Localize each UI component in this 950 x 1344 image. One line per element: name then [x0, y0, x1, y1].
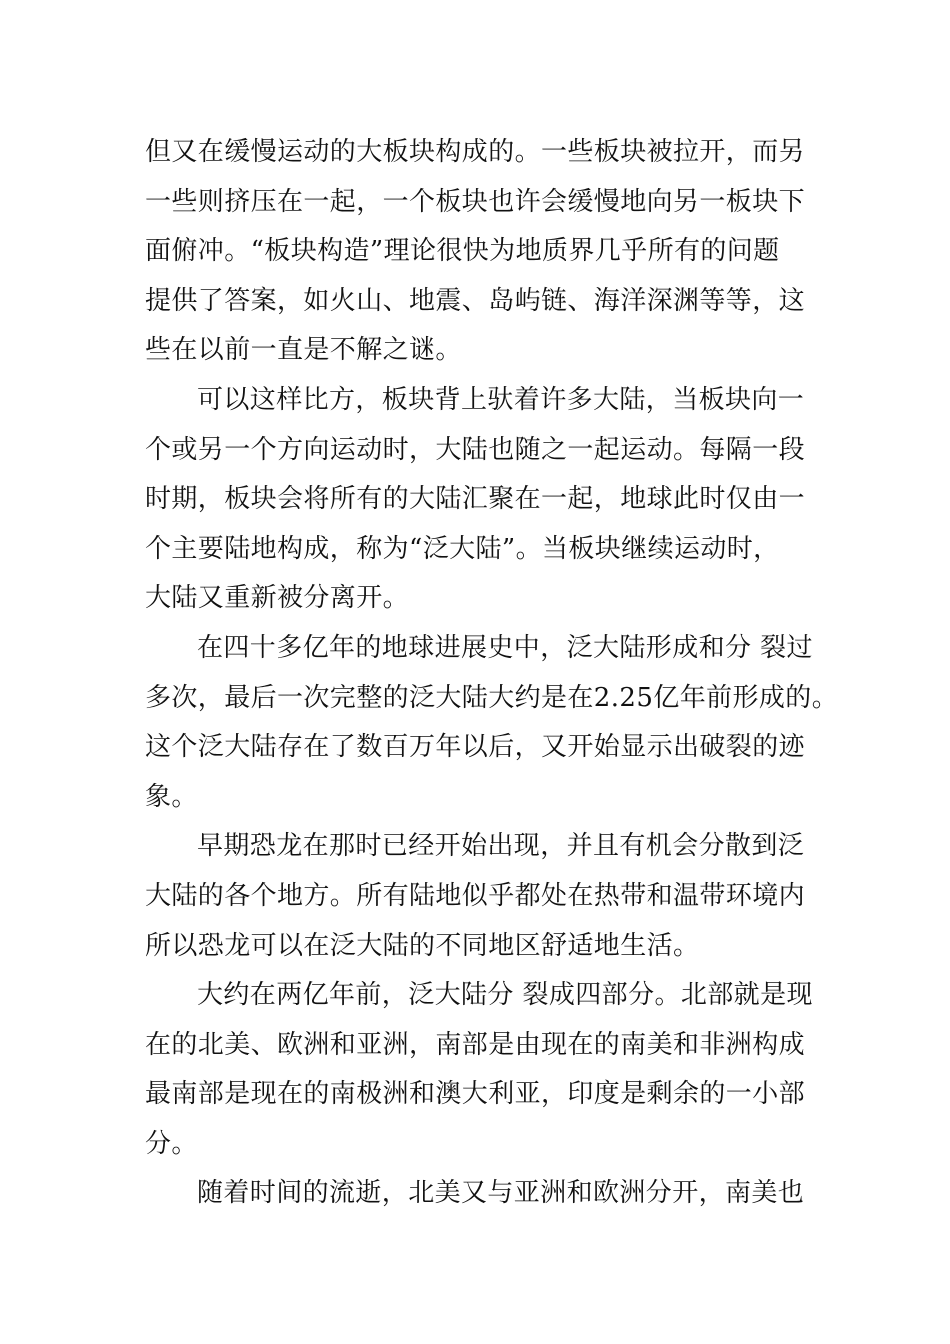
text-line: 提供了答案，如火山、地震、岛屿链、海洋深渊等等，这 [145, 285, 806, 316]
text-line: 多次，最后一次完整的泛大陆大约是在2.25亿年前形成的。 [145, 682, 839, 713]
text-line: 些在以前一直是不解之谜。 [145, 335, 462, 366]
text-line: 个或另一个方向运动时，大陆也随之一起运动。每隔一段 [145, 434, 806, 465]
text-line: 所以恐龙可以在泛大陆的不同地区舒适地生活。 [145, 930, 700, 961]
text-line: 个主要陆地构成，称为“泛大陆”。当板块继续运动时， [145, 533, 780, 564]
paragraph-6 [145, 1169, 825, 1219]
paragraph-1 [145, 128, 825, 376]
text-line: 在四十多亿年的地球进展史中，泛大陆形成和分 裂过 [197, 632, 813, 663]
text-line: 最南部是现在的南极洲和澳大利亚，印度是剩余的一小部 [145, 1079, 806, 1110]
text-line: 随着时间的流逝，北美又与亚洲和欧洲分开，南美也 [197, 1178, 805, 1209]
text-line: 这个泛大陆存在了数百万年以后，又开始显示出破裂的迹 [145, 732, 806, 763]
text-line: 面俯冲。“板块构造”理论很快为地质界几乎所有的问题 [145, 236, 780, 267]
text-line: 可以这样比方，板块背上驮着许多大陆，当板块向一 [197, 384, 805, 415]
text-line: 早期恐龙在那时已经开始出现，并且有机会分散到泛 [197, 831, 805, 862]
text-line: 象。 [145, 781, 198, 812]
paragraph-5 [145, 971, 825, 1169]
text-line: 但又在缓慢运动的大板块构成的。一些板块被拉开，而另 [145, 137, 806, 167]
text-line: 一些则挤压在一起，一个板块也许会缓慢地向另一板块下 [145, 186, 806, 217]
text-line: 时期，板块会将所有的大陆汇聚在一起，地球此时仅由一 [145, 484, 806, 515]
text-line: 大陆的各个地方。所有陆地似乎都处在热带和温带环境内 [145, 880, 806, 911]
paragraph-2 [145, 376, 825, 624]
paragraph-4 [145, 822, 825, 971]
text-line: 大约在两亿年前，泛大陆分 裂成四部分。北部就是现 [197, 980, 813, 1011]
text-line: 大陆又重新被分离开。 [145, 583, 410, 614]
paragraph-3 [145, 624, 839, 822]
text-line: 分。 [145, 1128, 198, 1159]
text-line: 在的北美、欧洲和亚洲，南部是由现在的南美和非洲构成 [145, 1029, 806, 1060]
document-body [145, 128, 839, 1219]
